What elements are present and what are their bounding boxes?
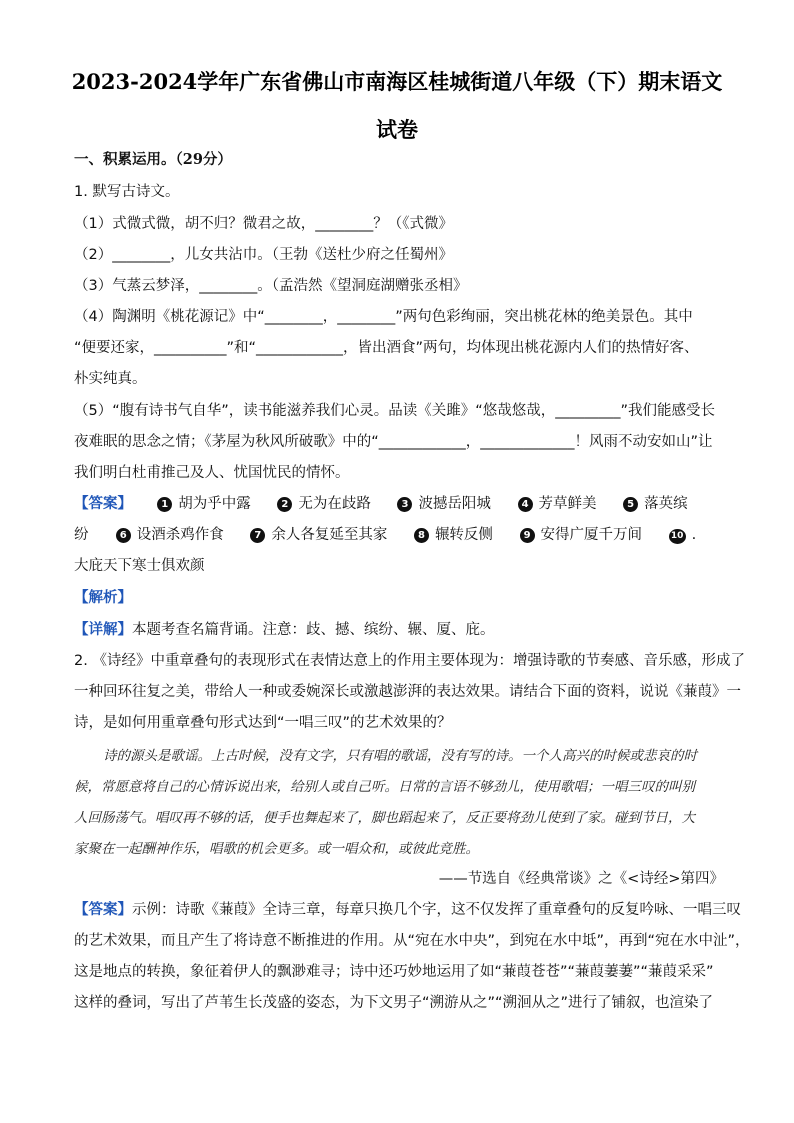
answer-number-badge: 1 <box>157 497 172 512</box>
q2-answer-line-2: 的艺术效果，而且产生了将诗意不断推进的作用。从“宛在水中央”，到宛在水中坻”，再到“宛在水中沚”， <box>74 933 750 949</box>
answer-text: 余人各复延至其家 <box>271 527 388 543</box>
answer-number-badge: 4 <box>518 497 533 512</box>
q2-stem-line-1: 2. 《诗经》中重章叠句的表现形式在表情达意上的作用主要体现为：增强诗歌的节奏感、音乐感，形成了 <box>74 653 745 669</box>
q1-sub-4-line-1: （4）陶渊明《桃花源记》中“________，________”两句色彩绚丽，突出桃花林的绝美景色。其中 <box>74 309 693 325</box>
q1-sub-5-line-2: 夜难眠的思念之情；《茅屋为秋风所破歌》中的“____________，_____________！风雨不动安如山”让 <box>74 434 713 450</box>
answer-number-badge: 5 <box>623 497 638 512</box>
q1-detail <box>74 620 724 640</box>
document-title-line-2: 试卷 <box>376 117 418 142</box>
answer-number-badge: 2 <box>277 497 292 512</box>
answer-item-8 <box>414 525 493 545</box>
q2-stem-line-2: 一种回环往复之美，带给人一种或委婉深长或激越澎湃的表达效果。请结合下面的资料，说说《蒹葭》一 <box>74 684 741 700</box>
answer-text: 纷 <box>74 527 89 543</box>
answer-number-badge: 7 <box>250 528 265 543</box>
answer-text: 示例：诗歌《蒹葭》全诗三章，每章只换几个字，这不仅发挥了重章叠句的反复吟咏、一唱三叹 <box>132 902 741 918</box>
analysis-tag: 【解析】 <box>74 590 132 606</box>
answer-item-6 <box>116 525 224 545</box>
answer-item-5 <box>623 494 688 514</box>
answer-number-badge: 10 <box>669 529 686 544</box>
q1-stem: 1. 默写古诗文。 <box>74 184 180 200</box>
document-title-line-1: 2023-2024学年广东省佛山市南海区桂城街道八年级（下）期末语文 <box>71 69 723 94</box>
q2-quote-source: ——节选自《经典常谈》之《<诗经>第四》 <box>438 871 724 887</box>
answer-text: 波撼岳阳城 <box>418 496 491 512</box>
answer-item-1 <box>157 494 251 514</box>
answer-text: . <box>691 527 697 543</box>
answer-text: 安得广厦千万间 <box>540 527 643 543</box>
q1-answer-row-1 <box>74 494 724 514</box>
answer-text: 胡为乎中露 <box>178 496 251 512</box>
answer-item-7 <box>250 525 387 545</box>
q2-answer-line-3: 这是地点的转换，象征着伊人的飘渺难寻；诗中还巧妙地运用了如“蒹葭苍苍”“蒹葭萋萋”“蒹葭采采” <box>74 964 714 980</box>
answer-item-9 <box>520 525 643 545</box>
answer-text: 芳草鲜美 <box>538 496 597 512</box>
q1-sub-4-line-2: “便要还家，__________”和“____________，皆出酒食”两句，均体现出桃花源内人们的热情好客、 <box>74 340 699 356</box>
answer-tag: 【答案】 <box>74 496 132 512</box>
q1-sub-5-line-3: 我们明白杜甫推己及人、忧国忧民的情怀。 <box>74 465 350 481</box>
answer-text: 设酒杀鸡作食 <box>136 527 224 543</box>
q1-sub-4-line-3: 朴实纯真。 <box>74 371 147 387</box>
q2-quote-line-2: 候，常愿意将自己的心情诉说出来，给别人或自己听。日常的言语不够劲儿，使用歌唱；一唱三叹的叫别 <box>74 779 695 795</box>
q1-sub-5-line-1: （5）“腹有诗书气自华”，读书能滋养我们心灵。品读《关雎》“悠哉悠哉，_________”我们能感受长 <box>74 403 716 419</box>
q1-sub-3: （3）气蒸云梦泽，________。（孟浩然《望洞庭湖赠张丞相》 <box>74 278 468 294</box>
q2-quote-line-4: 家聚在一起酬神作乐，唱歌的机会更多。或一唱众和，或彼此竞胜。 <box>74 841 479 857</box>
answer-number-badge: 8 <box>414 528 429 543</box>
detail-tag: 【详解】 <box>74 622 132 638</box>
q1-answer-row-2 <box>74 525 724 545</box>
answer-tag: 【答案】 <box>74 902 132 918</box>
q1-sub-2: （2）________，儿女共沾巾。（王勃《送杜少府之任蜀州》 <box>74 247 453 263</box>
q1-answer-row-3: 大庇天下寒士俱欢颜 <box>74 558 205 574</box>
q1-sub-1: （1）式微式微，胡不归？微君之故，________？（《式微》 <box>74 216 453 232</box>
answer-item-4 <box>518 494 597 514</box>
answer-text: 辗转反侧 <box>434 527 493 543</box>
q2-answer-line-1 <box>74 900 741 920</box>
q2-stem-line-3: 诗，是如何用重章叠句形式达到“一唱三叹”的艺术效果的？ <box>74 715 452 731</box>
answer-number-badge: 3 <box>397 497 412 512</box>
q2-answer-line-4: 这样的叠词，写出了芦苇生长茂盛的姿态，为下文男子“溯游从之”“溯洄从之”进行了铺叙，也渲染了 <box>74 995 714 1011</box>
q2-quote-line-1: 诗的源头是歌谣。上古时候，没有文字，只有唱的歌谣，没有写的诗。一个人高兴的时候或悲哀的时 <box>103 748 697 764</box>
answer-number-badge: 9 <box>520 528 535 543</box>
answer-item-10 <box>669 525 697 545</box>
q2-quote-line-3: 人回肠荡气。唱叹再不够的话，便手也舞起来了，脚也蹈起来了，反正要将劲儿使到了家。碰到节日，大 <box>74 810 695 826</box>
answer-number-badge: 6 <box>116 528 131 543</box>
answer-text: 落英缤 <box>644 496 688 512</box>
section-1-heading: 一、积累运用。（29分） <box>74 151 232 168</box>
answer-item-2 <box>277 494 371 514</box>
detail-text: 本题考查名篇背诵。注意：歧、撼、缤纷、辗、厦、庇。 <box>132 622 495 638</box>
answer-item-3 <box>397 494 491 514</box>
answer-text: 无为在歧路 <box>298 496 371 512</box>
